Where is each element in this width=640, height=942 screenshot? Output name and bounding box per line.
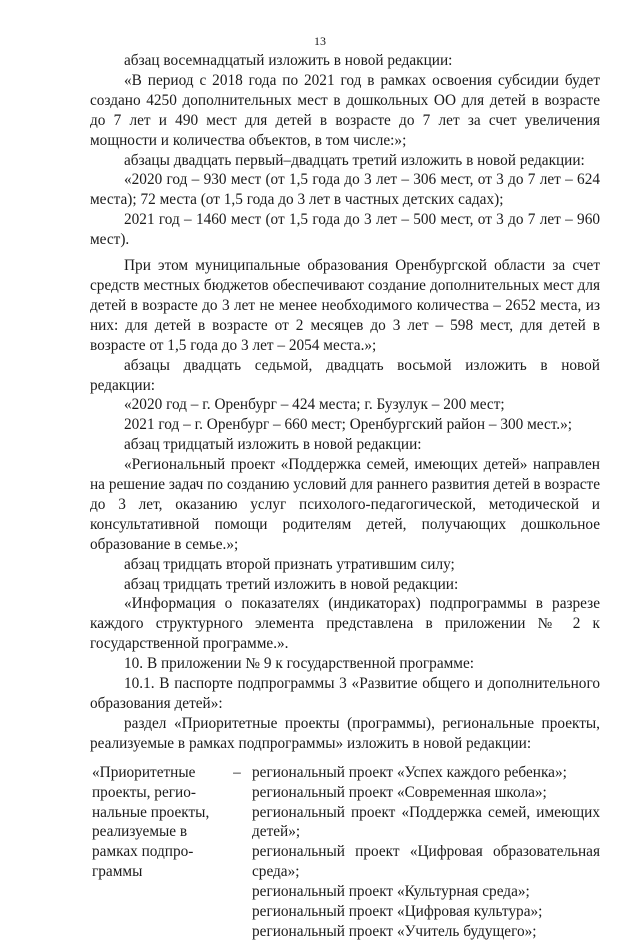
passport-item: региональный проект «Поддержка семей, имеющих детей»; (252, 803, 600, 841)
passport-item: региональный проект «Учитель будущего»; (252, 922, 537, 940)
passport-label-line: рамках подпро- (92, 843, 194, 861)
paragraph: 2021 год – 1460 мест (от 1,5 года до 3 лет – 500 мест, от 3 до 7 лет – 960 мест). (90, 211, 600, 249)
passport-label-line: реализуемые в (92, 823, 188, 841)
paragraph-list (90, 51, 600, 754)
passport-label-line: «Приоритетные (92, 763, 196, 781)
paragraph: абзац восемнадцатый изложить в новой редакции: (124, 52, 453, 69)
paragraph: «2020 год – г. Оренбург – 424 места; г. Бузулук – 200 мест; (124, 396, 505, 414)
passport-items (248, 763, 600, 942)
paragraph: абзац тридцать третий изложить в новой редакции: (124, 575, 459, 593)
passport-item: региональный проект «Цифровая образовательная среда»; (252, 843, 600, 881)
paragraph: абзац тридцатый изложить в новой редакции: (124, 436, 422, 454)
paragraph: При этом муниципальные образования Оренбургской области за счет средств местных бюджетов обеспечивают создание дополнительных мест для детей в возрасте до 3 лет не менее необходимого количества – 2652 места, из них: для детей в возрасте от 2 месяцев до 3 лет – 598 мест, для детей в возрасте от 1,5 года до 3 лет – 2054 места.»; (90, 257, 600, 354)
paragraph: раздел «Приоритетные проекты (программы), региональные проекты, реализуемые в рамках подпрограммы» изложить в новой редакции: (90, 714, 600, 752)
paragraph: 10. В приложении № 9 к государственной программе: (124, 655, 475, 673)
passport-item: региональный проект «Современная школа»; (252, 783, 547, 801)
passport-table (92, 763, 600, 942)
paragraph: «В период с 2018 года по 2021 год в рамках освоения субсидии будет создано 4250 дополнительных мест в дошкольных ОО для детей в возрасте до 7 лет и 490 мест для детей в возрасте до 7 лет за счет увеличения мощности и количества объектов, в том числе:»; (90, 71, 600, 149)
paragraph: абзацы двадцать седьмой, двадцать восьмой изложить в новой редакции: (90, 356, 600, 394)
paragraph: 10.1. В паспорте подпрограммы 3 «Развитие общего и дополнительного образования детей»: (90, 675, 600, 712)
passport-item: региональный проект «Успех каждого ребенка»; (252, 763, 567, 781)
passport-label-line: проекты, регио- (92, 783, 196, 801)
passport-label-line: граммы (92, 863, 143, 881)
document-body (90, 51, 600, 942)
passport-item: региональный проект «Цифровая культура»; (252, 903, 543, 921)
paragraph: «2020 год – 930 мест (от 1,5 года до 3 лет – 306 мест, от 3 до 7 лет – 624 места); 72 места (от 1,5 года до 3 лет в частных детских садах); (90, 171, 600, 209)
paragraph: «Информация о показателях (индикаторах) подпрограммы в разрезе каждого структурного элемента представлена в приложении № 2 к государственной программе.». (90, 595, 600, 653)
passport-label (92, 763, 224, 942)
page-number: 13 (314, 34, 326, 48)
passport-item: региональный проект «Культурная среда»; (252, 883, 530, 901)
passport-label-line: нальные проекты, (92, 803, 210, 821)
paragraph: «Региональный проект «Поддержка семей, имеющих детей» направлен на решение задач по созданию условий для раннего развития детей в возрасте до 3 лет, оказанию услуг психолого-педагогической, методической и консультативной помощи родителям детей, получающих дошкольное образование в семье.»; (90, 456, 600, 553)
paragraph: абзац тридцать второй признать утратившим силу; (124, 555, 455, 573)
paragraph: 2021 год – г. Оренбург – 660 мест; Оренбургский район – 300 мест.»; (124, 416, 572, 434)
passport-dash: – (233, 763, 241, 781)
paragraph: абзацы двадцать первый–двадцать третий изложить в новой редакции: (124, 151, 585, 169)
